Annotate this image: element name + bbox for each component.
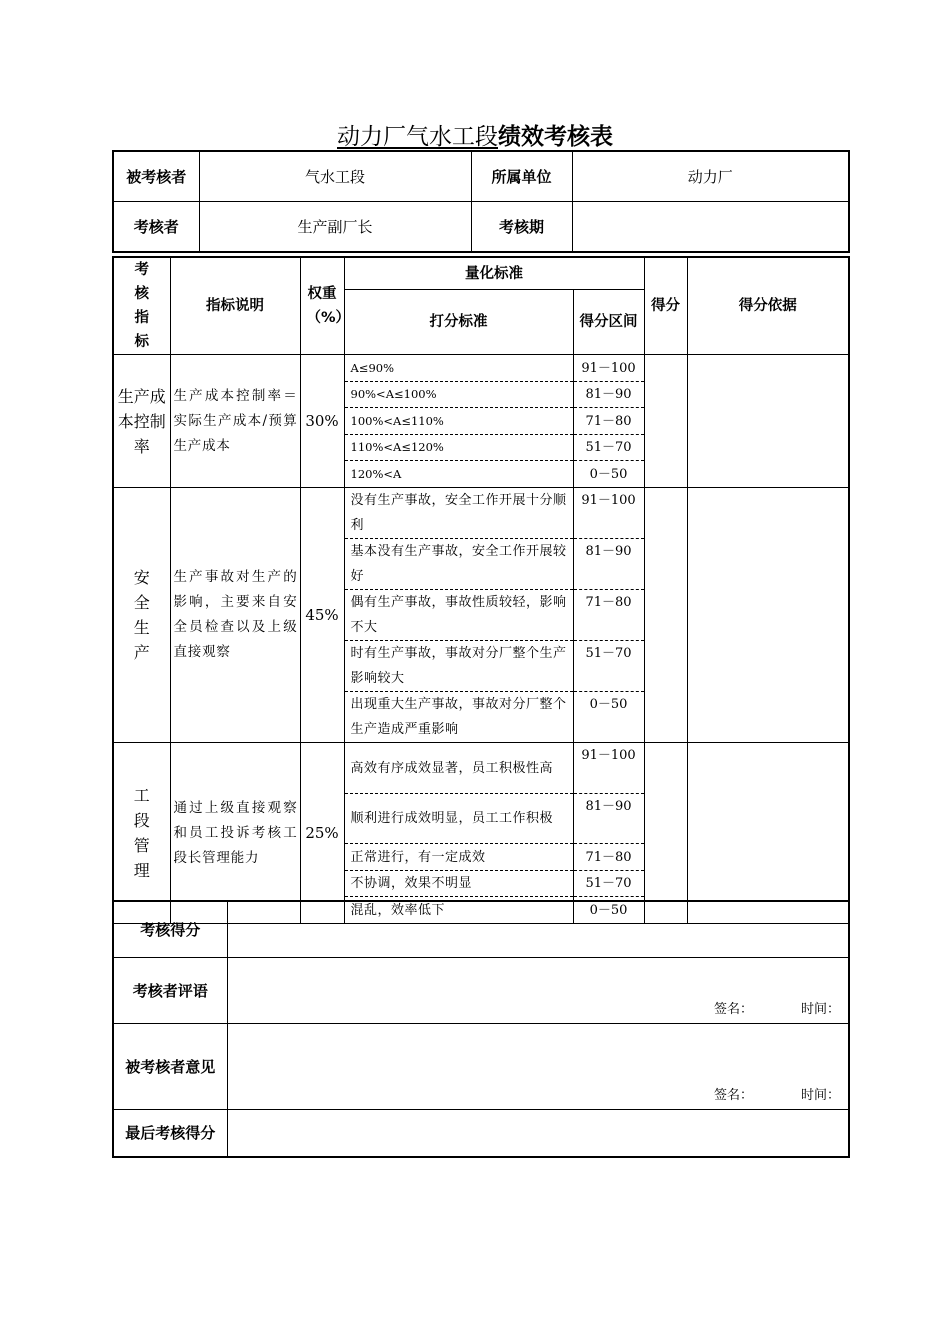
header-criteria: 打分标准	[344, 290, 573, 355]
final-score-cell[interactable]	[227, 1109, 849, 1157]
sign-line	[666, 1084, 840, 1103]
range-cell: 81－90	[573, 539, 644, 590]
unit-value[interactable]: 动力厂	[572, 151, 849, 202]
assessee-label: 被考核者	[113, 151, 199, 202]
basis-cell[interactable]	[687, 488, 849, 743]
title-unit: 动力厂气水工段	[337, 124, 498, 150]
assessor-value[interactable]: 生产副厂长	[199, 202, 471, 253]
basis-cell[interactable]	[687, 743, 849, 924]
header-indicator: 考核指标	[113, 257, 170, 355]
range-cell: 51－70	[573, 871, 644, 897]
criteria-cell: 基本没有生产事故，安全工作开展较好	[344, 539, 573, 590]
summary-table	[112, 900, 850, 1158]
range-cell: 0－50	[573, 897, 644, 924]
score-cell[interactable]	[644, 743, 687, 924]
criteria-cell: 出现重大生产事故，事故对分厂整个生产造成严重影响	[344, 692, 573, 743]
period-value[interactable]	[572, 202, 849, 253]
criteria-cell: 正常进行，有一定成效	[344, 844, 573, 871]
period-label: 考核期	[471, 202, 572, 253]
section-weight: 45%	[300, 488, 344, 743]
total-score-label: 考核得分	[113, 901, 227, 957]
range-cell: 81－90	[573, 382, 644, 408]
sign-label: 签名：	[713, 1087, 753, 1103]
title-form: 绩效考核表	[498, 124, 613, 150]
criteria-cell: 不协调，效果不明显	[344, 871, 573, 897]
time-label: 时间：	[800, 1087, 840, 1103]
header-weight: 权重（%）	[300, 257, 344, 355]
criteria-cell: 时有生产事故，事故对分厂整个生产影响较大	[344, 641, 573, 692]
criteria-cell: 120%<A	[344, 461, 573, 488]
section-weight: 30%	[300, 355, 344, 488]
assessor-comment-label: 考核者评语	[113, 957, 227, 1023]
criteria-cell: 没有生产事故，安全工作开展十分顺利	[344, 488, 573, 539]
assessee-value[interactable]: 气水工段	[199, 151, 471, 202]
range-cell: 81－90	[573, 794, 644, 844]
info-table	[112, 150, 850, 253]
section-name: 生产成本控制率	[113, 355, 170, 488]
score-table	[112, 256, 850, 924]
assessee-opinion-label: 被考核者意见	[113, 1023, 227, 1109]
section-description: 生产成本控制率＝实际生产成本/预算生产成本	[170, 355, 300, 488]
section-description: 通过上级直接观察和员工投诉考核工段长管理能力	[170, 743, 300, 924]
range-cell: 0－50	[573, 692, 644, 743]
header-range: 得分区间	[573, 290, 644, 355]
range-cell: 71－80	[573, 408, 644, 435]
basis-cell[interactable]	[687, 355, 849, 488]
criteria-cell: 顺利进行成效明显，员工工作积极	[344, 794, 573, 844]
range-cell: 51－70	[573, 435, 644, 461]
section-name: 工段管理	[113, 743, 170, 924]
criteria-cell: A≤90%	[344, 355, 573, 382]
total-score-cell[interactable]	[227, 901, 849, 957]
final-score-label: 最后考核得分	[113, 1109, 227, 1157]
header-quant: 量化标准	[344, 257, 644, 290]
range-cell: 91－100	[573, 488, 644, 539]
sign-label: 签名：	[713, 1001, 753, 1017]
range-cell: 71－80	[573, 590, 644, 641]
criteria-cell: 100%<A≤110%	[344, 408, 573, 435]
header-description: 指标说明	[170, 257, 300, 355]
score-cell[interactable]	[644, 488, 687, 743]
range-cell: 51－70	[573, 641, 644, 692]
section-name: 安全生产	[113, 488, 170, 743]
assessor-comment-cell[interactable]	[227, 957, 849, 1023]
document-title	[0, 120, 950, 154]
assessor-label: 考核者	[113, 202, 199, 253]
criteria-cell: 110%<A≤120%	[344, 435, 573, 461]
criteria-cell: 高效有序成效显著，员工积极性高	[344, 743, 573, 794]
criteria-cell: 偶有生产事故，事故性质较轻，影响不大	[344, 590, 573, 641]
header-score: 得分	[644, 257, 687, 355]
criteria-cell: 90%<A≤100%	[344, 382, 573, 408]
score-cell[interactable]	[644, 355, 687, 488]
range-cell: 71－80	[573, 844, 644, 871]
range-cell: 0－50	[573, 461, 644, 488]
section-description: 生产事故对生产的影响，主要来自安全员检查以及上级直接观察	[170, 488, 300, 743]
header-basis: 得分依据	[687, 257, 849, 355]
unit-label: 所属单位	[471, 151, 572, 202]
assessee-opinion-cell[interactable]	[227, 1023, 849, 1109]
range-cell: 91－100	[573, 355, 644, 382]
time-label: 时间：	[800, 1001, 840, 1017]
criteria-cell: 混乱，效率低下	[344, 897, 573, 924]
sign-line	[666, 998, 840, 1017]
range-cell: 91－100	[573, 743, 644, 794]
section-weight: 25%	[300, 743, 344, 924]
